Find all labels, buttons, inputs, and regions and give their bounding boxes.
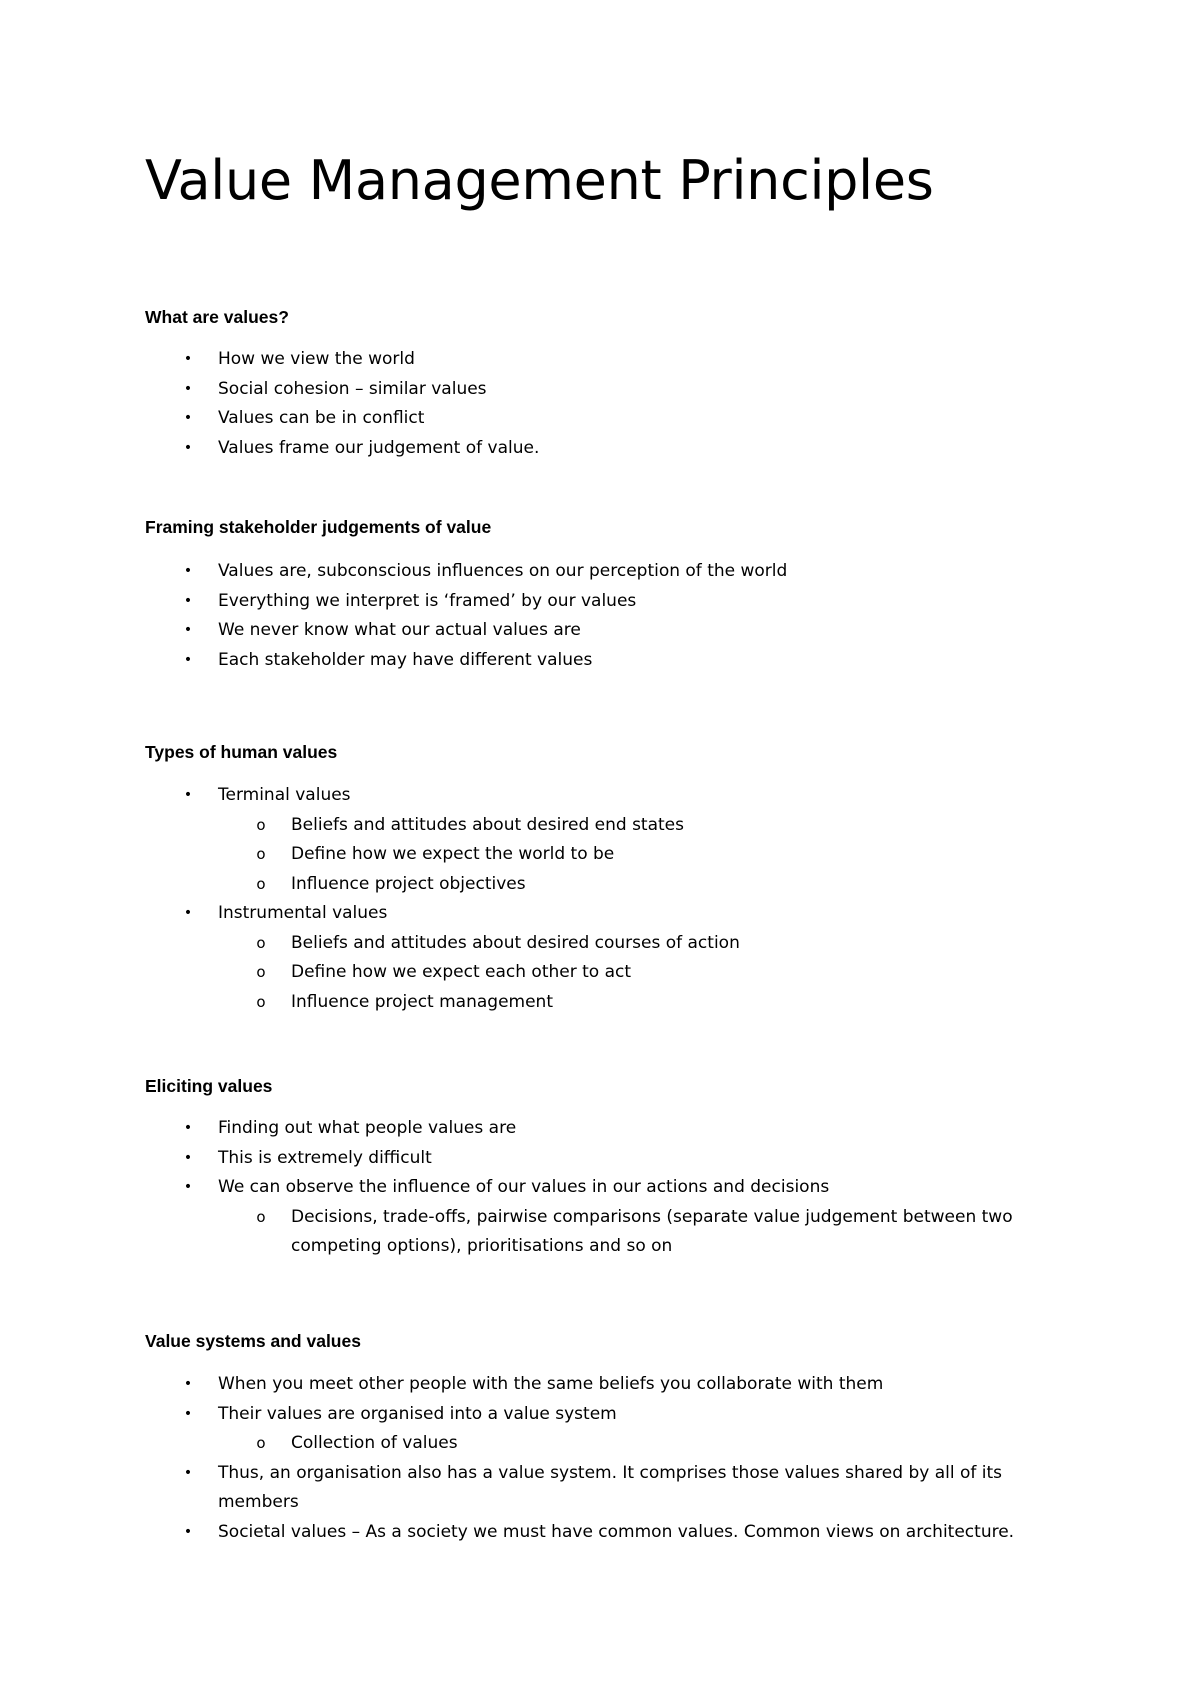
- list-item: [145, 557, 1065, 587]
- bullet-icon: •: [183, 439, 193, 456]
- sub-bullet-icon: o: [256, 815, 266, 834]
- list-item: [145, 929, 1065, 959]
- list-item-text: Their values are organised into a value system: [218, 1403, 617, 1424]
- section-heading: Framing stakeholder judgements of value: [145, 517, 492, 537]
- list-item-text: Beliefs and attitudes about desired end states: [291, 814, 684, 835]
- list-item-text: Thus, an organisation also has a value system. It comprises those values shared by all of its members: [218, 1462, 1003, 1512]
- list-item: [145, 616, 1065, 646]
- bullet-icon: •: [183, 1376, 193, 1392]
- list-item-text: Influence project objectives: [291, 873, 526, 894]
- bullet-icon: •: [183, 563, 193, 579]
- list-item: [145, 870, 1065, 900]
- section-types-of-human-values: [145, 738, 1065, 1017]
- list-item: [145, 375, 1065, 405]
- bullet-icon: •: [183, 1464, 193, 1481]
- section-heading: Types of human values: [145, 742, 338, 762]
- list-item-text: Finding out what people values are: [218, 1118, 517, 1138]
- list-item: [145, 404, 1065, 434]
- list-item-text: Define how we expect each other to act: [291, 962, 632, 982]
- bullet-icon: •: [183, 1149, 193, 1166]
- list-item-text: Beliefs and attitudes about desired courses of action: [291, 932, 740, 953]
- list-item: [145, 781, 1065, 811]
- list-item-text: Terminal values: [218, 785, 351, 805]
- sub-bullet-icon: o: [256, 845, 266, 863]
- list-item: [145, 1203, 1065, 1262]
- bullet-list: [145, 557, 1065, 675]
- list-item-text: Values frame our judgement of value.: [218, 437, 540, 458]
- list-item-text: Social cohesion – similar values: [218, 378, 487, 399]
- list-item-text: How we view the world: [218, 349, 415, 369]
- bullet-icon: •: [183, 351, 193, 367]
- section-heading: Eliciting values: [145, 1076, 273, 1096]
- sub-bullet-icon: o: [256, 992, 266, 1011]
- sub-bullet-icon: o: [256, 1207, 266, 1226]
- list-item: [145, 988, 1065, 1018]
- document-title: Value Management Principles: [145, 149, 934, 212]
- list-item-text: Instrumental values: [218, 903, 388, 923]
- bullet-icon: •: [183, 1120, 193, 1136]
- list-item: [145, 811, 1065, 841]
- bullet-icon: •: [183, 787, 193, 803]
- bullet-icon: •: [183, 592, 193, 609]
- list-item-text: Influence project management: [291, 991, 553, 1012]
- bullet-icon: •: [183, 905, 193, 921]
- list-item-text: When you meet other people with the same beliefs you collaborate with them: [218, 1374, 884, 1394]
- bullet-list: [145, 781, 1065, 1017]
- list-item-text: Define how we expect the world to be: [291, 844, 615, 864]
- sub-bullet-icon: o: [256, 963, 266, 981]
- bullet-list: [145, 1114, 1065, 1262]
- list-item: [145, 345, 1065, 375]
- bullet-list: [145, 1370, 1065, 1547]
- list-item-text: Values can be in conflict: [218, 408, 425, 428]
- list-item: [145, 1429, 1065, 1459]
- bullet-icon: •: [183, 622, 193, 638]
- section-framing-stakeholder: [145, 513, 1065, 675]
- bullet-icon: •: [183, 380, 193, 397]
- list-item: [145, 1114, 1065, 1144]
- bullet-icon: •: [183, 651, 193, 668]
- sub-bullet-icon: o: [256, 933, 266, 952]
- list-item-text: Each stakeholder may have different values: [218, 649, 593, 670]
- list-item-text: Decisions, trade-offs, pairwise comparisons (separate value judgement between two competing options), prioritisations and so on: [291, 1206, 1013, 1256]
- list-item-text: We never know what our actual values are: [218, 620, 581, 640]
- sub-bullet-icon: o: [256, 874, 266, 893]
- sub-bullet-icon: o: [256, 1434, 266, 1452]
- list-item-text: This is extremely difficult: [218, 1147, 432, 1168]
- section-heading: What are values?: [145, 307, 289, 327]
- list-item: [145, 899, 1065, 929]
- list-item-text: Collection of values: [291, 1433, 458, 1453]
- list-item: [145, 958, 1065, 988]
- section-value-systems: [145, 1327, 1065, 1547]
- list-item-text: Societal values – As a society we must have common values. Common views on architecture.: [218, 1521, 1015, 1542]
- list-item-text: We can observe the influence of our values in our actions and decisions: [218, 1177, 830, 1197]
- list-item: [145, 1144, 1065, 1174]
- list-item: [145, 1173, 1065, 1203]
- list-item: [145, 1400, 1065, 1430]
- list-item: [145, 840, 1065, 870]
- bullet-icon: •: [183, 1405, 193, 1422]
- bullet-icon: •: [183, 410, 193, 426]
- bullet-icon: •: [183, 1179, 193, 1195]
- bullet-icon: •: [183, 1523, 193, 1540]
- bullet-list: [145, 345, 1065, 463]
- list-item: [145, 434, 1065, 464]
- section-eliciting-values: [145, 1072, 1065, 1262]
- list-item: [145, 1370, 1065, 1400]
- list-item-text: Everything we interpret is ‘framed’ by our values: [218, 590, 637, 611]
- list-item-text: Values are, subconscious influences on our perception of the world: [218, 561, 788, 581]
- list-item: [145, 587, 1065, 617]
- list-item: [145, 646, 1065, 676]
- list-item: [145, 1518, 1065, 1548]
- list-item: [145, 1459, 1065, 1518]
- section-what-are-values: [145, 303, 1065, 463]
- section-heading: Value systems and values: [145, 1331, 361, 1351]
